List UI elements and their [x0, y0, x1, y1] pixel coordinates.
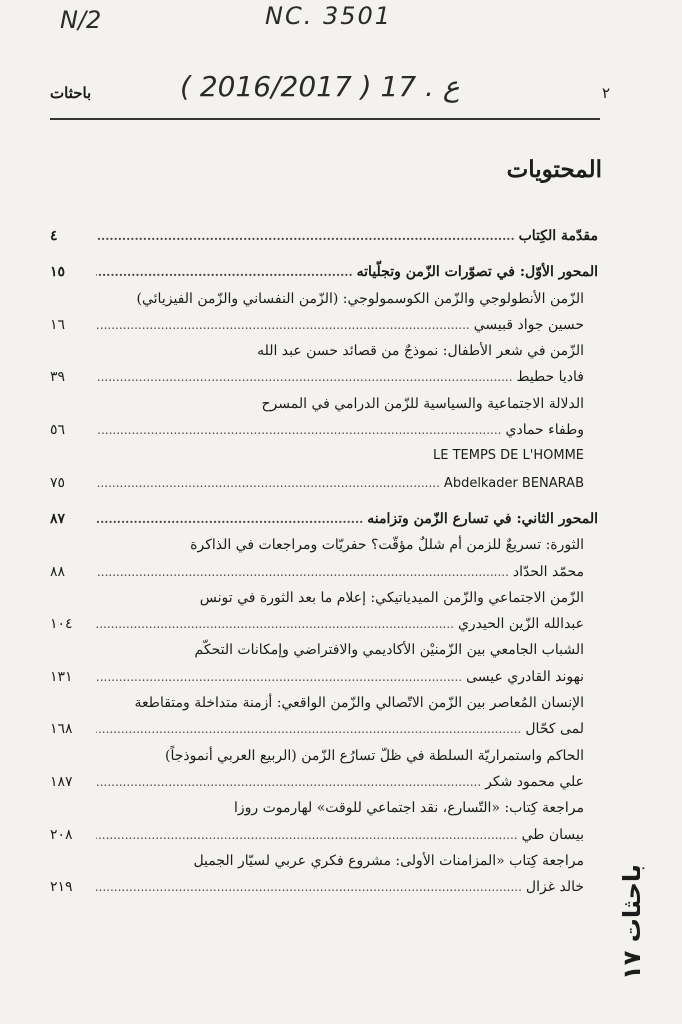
toc-entry-title: الدلالة الاجتماعية والسياسية للزّمن الدرامي في المسرح	[261, 395, 584, 412]
dot-leader	[96, 476, 440, 490]
spine-label	[614, 864, 650, 980]
toc-entry	[50, 369, 598, 395]
toc-entry-title: بيسان طي	[521, 826, 584, 843]
toc-entry-title: المحور الثاني: في تسارع الزّمن وتزامنه	[367, 510, 598, 527]
toc-entry-page: ١٠٤	[50, 616, 73, 633]
toc-title: المحتويات	[506, 156, 602, 183]
toc-entry-title: الحاكم واستمراريّة السلطة في ظلّ تسارُع الزّمن (الربيع العربي أنموذجاً)	[165, 747, 584, 764]
toc-entry	[50, 537, 598, 563]
toc-entry	[50, 291, 598, 317]
toc-entry-title: مراجعة كِتاب «المزامنات الأولى: مشروع فكري عربي لسيّار الجميل	[193, 852, 584, 869]
dot-leader	[96, 370, 513, 384]
handwritten-annotation-header: ( 2016/2017 ) 17 . ع	[180, 70, 460, 103]
handwritten-annotation-top-left: N/2	[60, 6, 102, 34]
toc-entry-page: ١٦٨	[50, 721, 73, 738]
toc-entry	[50, 422, 598, 448]
toc-entry	[50, 475, 598, 501]
toc-entry-page: ٧٥	[50, 474, 66, 491]
toc-entry	[50, 343, 598, 369]
toc-entry-title: الزّمن في شعر الأطفال: نموذجٌ من قصائد حسن عبد الله	[257, 343, 584, 360]
toc-entry-title: الثورة: تسريعٌ للزمن أم شللٌ مؤقّت؟ حفريّات ومراجعات في الذاكرة	[190, 537, 584, 554]
toc-entry	[50, 317, 598, 343]
dot-leader	[96, 229, 515, 243]
toc-entry-title: المحور الأوّل: في تصوّرات الزّمن وتجلّياته	[356, 264, 598, 281]
dot-leader	[96, 617, 454, 631]
toc-entry	[50, 511, 598, 537]
toc-entry-title: نهوند القادري عيسى	[466, 668, 584, 685]
toc-entry-page: ١٥	[50, 264, 66, 281]
dot-leader	[96, 265, 353, 279]
dot-leader	[96, 828, 518, 842]
toc-entry	[50, 695, 598, 721]
toc-entry-title: عبدالله الزّين الحيدري	[457, 616, 584, 633]
toc-entry-title: مراجعة كِتاب: «التّسارع، نقد اجتماعي للوقت» لهارموت روزا	[233, 800, 584, 817]
toc-entry-title: وطفاء حمادي	[505, 422, 584, 439]
toc-entry-page: ٥٦	[50, 422, 66, 439]
table-of-contents	[50, 228, 598, 905]
spine-text: باحثات ١٧	[617, 864, 646, 980]
toc-entry	[50, 879, 598, 905]
toc-entry	[50, 748, 598, 774]
toc-entry	[50, 228, 598, 254]
toc-entry	[50, 448, 598, 474]
toc-entry	[50, 590, 598, 616]
dot-leader	[96, 423, 502, 437]
toc-entry	[50, 564, 598, 590]
journal-name: باحثات	[50, 84, 92, 102]
toc-entry-title: Abdelkader BENARAB	[443, 475, 584, 491]
toc-entry	[50, 827, 598, 853]
toc-entry-title: خالد غزال	[525, 879, 584, 896]
toc-entry	[50, 642, 598, 668]
toc-entry-title: الزّمن الاجتماعي والزّمن الميدياتيكي: إعلام ما بعد الثورة في تونس	[199, 589, 584, 606]
toc-entry	[50, 721, 598, 747]
dot-leader	[96, 775, 481, 789]
dot-leader	[96, 880, 522, 894]
dot-leader	[96, 670, 462, 684]
toc-entry-title: الزّمن الأنطولوجي والزّمن الكوسمولوجي: (الزّمن النفساني والزّمن الفيزيائي)	[136, 290, 584, 307]
toc-entry-title: حسين جواد قبيسي	[473, 316, 584, 333]
toc-entry-title: فاديا حطيط	[516, 369, 584, 386]
handwritten-annotation-top-center: NC. 3501	[265, 2, 393, 30]
toc-entry-title: مقدّمة الكِتاب	[518, 228, 598, 244]
header-rule	[50, 118, 600, 120]
dot-leader	[96, 512, 363, 526]
dot-leader	[96, 565, 509, 579]
toc-entry-page: ٣٩	[50, 369, 66, 386]
toc-entry	[50, 800, 598, 826]
toc-entry-page: ٢١٩	[50, 879, 73, 896]
page-number: ٢	[601, 84, 610, 102]
toc-entry-page: ٨٨	[50, 563, 66, 580]
toc-entry	[50, 264, 598, 290]
toc-entry-page: ٨٧	[50, 510, 66, 527]
toc-entry-title: محمّد الحدّاد	[512, 563, 584, 580]
toc-entry-page: ٢٠٨	[50, 826, 73, 843]
toc-entry-title: لمى كحّال	[525, 721, 584, 738]
dot-leader	[96, 318, 470, 332]
toc-entry	[50, 853, 598, 879]
toc-entry-page: ١٨٧	[50, 773, 73, 790]
toc-entry-page: ١٦	[50, 316, 66, 333]
toc-entry-page: ١٣١	[50, 668, 73, 685]
toc-entry-title: الشباب الجامعي بين الزّمنيْن الأكاديمي والافتراضي وإمكانات التحكّم	[194, 642, 584, 659]
toc-entry-title: علي محمود شكر	[485, 773, 584, 790]
toc-entry	[50, 669, 598, 695]
toc-entry-title: الإنسان المُعاصر بين الزّمن الاتّصالي والزّمن الواقعي: أزمنة متداخلة ومتقاطعة	[134, 695, 584, 712]
toc-entry-title: LE TEMPS DE L'HOMME	[432, 448, 584, 464]
toc-entry	[50, 616, 598, 642]
toc-entry	[50, 774, 598, 800]
toc-entry	[50, 396, 598, 422]
dot-leader	[96, 722, 521, 736]
toc-entry-page: ٤	[50, 228, 58, 244]
